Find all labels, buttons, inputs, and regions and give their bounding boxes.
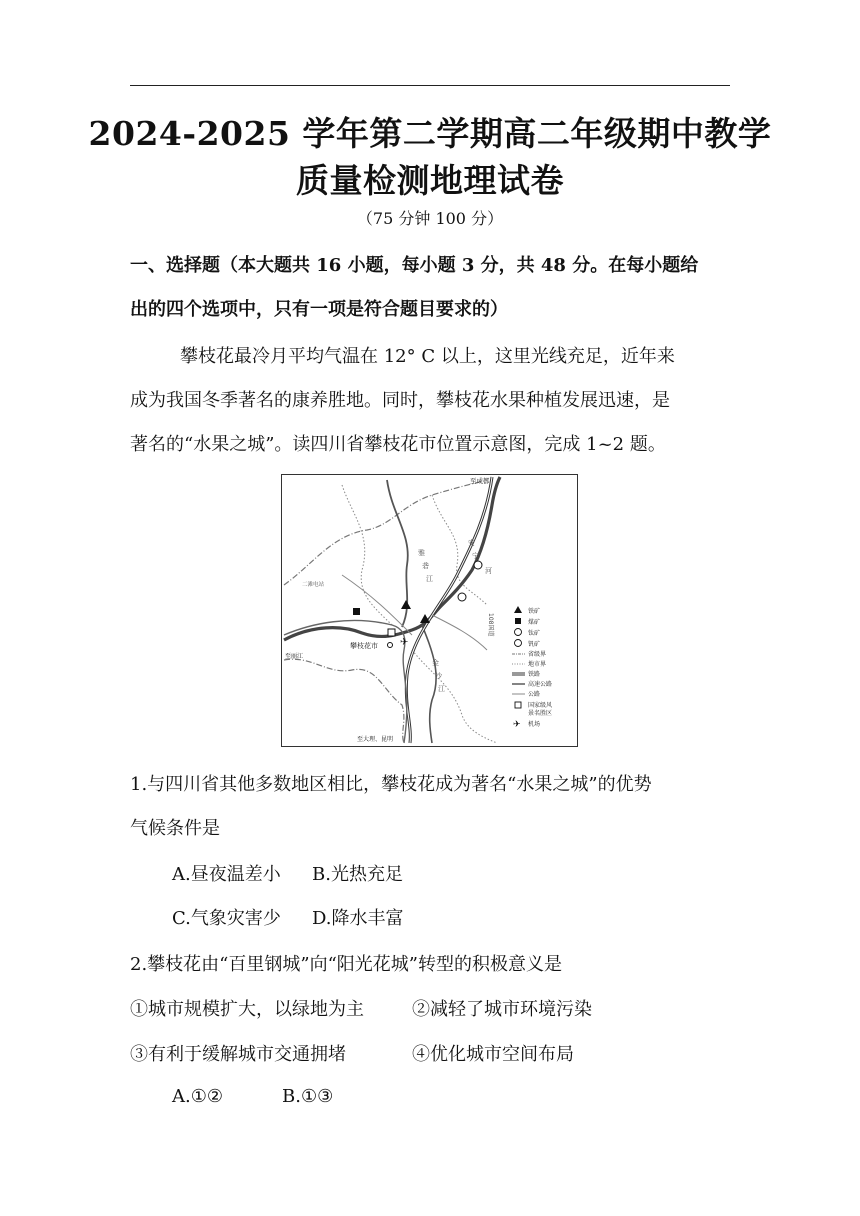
legend-iron-label: 铁矿	[528, 608, 541, 615]
legend-vanadium-label: 钒矿	[528, 641, 541, 648]
legend-iron-symbol	[514, 606, 522, 613]
legend-airport-label: 机场	[528, 721, 541, 728]
railway-inner	[406, 477, 492, 743]
legend-coal-label: 煤矿	[528, 619, 541, 626]
section-heading-line1: 一、选择题（本大题共 16 小题，每小题 3 分，共 48 分。在每小题给	[130, 255, 699, 276]
city-boundary	[342, 485, 392, 625]
province-boundary	[284, 480, 487, 585]
label-river-long: 砻	[422, 562, 429, 570]
label-river-an: 安	[468, 539, 475, 547]
map-legend	[512, 606, 552, 730]
passage-line1: 攀枝花最冷月平均气温在 12° C 以上，这里光线充足，近年来	[180, 346, 675, 367]
question-2-item-2: ②减轻了城市环境污染	[412, 999, 592, 1020]
city-symbol	[388, 643, 393, 648]
legend-railway-label: 铁路	[528, 671, 541, 678]
city-boundary-3	[412, 650, 497, 743]
iron-mine-symbol	[401, 600, 411, 609]
question-2-stem: 2.攀枝花由“百里钢城”向“阳光花城”转型的积极意义是	[130, 954, 562, 975]
vanadium-mine-symbol	[474, 561, 482, 569]
question-2-option-a[interactable]: A.①②	[172, 1086, 223, 1107]
legend-highway-label: 高速公路	[528, 681, 553, 688]
panzhihua-location-map	[281, 474, 578, 747]
highway	[284, 620, 407, 743]
coal-mine-symbol	[353, 608, 360, 615]
exam-duration-score: （75 分钟 100 分）	[356, 209, 504, 228]
province-boundary-south	[284, 659, 404, 743]
question-1-option-d[interactable]: D.降水丰富	[312, 908, 404, 929]
legend-coal-symbol	[515, 618, 521, 624]
river-south	[422, 625, 436, 743]
scenic-area-symbol	[388, 629, 395, 636]
question-1-option-c[interactable]: C.气象灾害少	[172, 908, 281, 929]
legend-road-label: 公路	[528, 691, 541, 698]
label-jinsha-1: 金	[432, 659, 439, 667]
label-ertan: 二滩电站	[302, 582, 325, 588]
question-2-option-b[interactable]: B.①③	[282, 1086, 334, 1107]
label-river-ya: 雅	[418, 549, 425, 557]
label-to-chengdu: 至成都	[470, 477, 490, 485]
titanium-mine-symbol	[458, 593, 466, 601]
question-1-option-a[interactable]: A.昼夜温差小	[172, 864, 281, 885]
question-2-item-3: ③有利于缓解城市交通拥堵	[130, 1044, 346, 1065]
exam-title-line1: 2024-2025 学年第二学期高二年级期中教学	[88, 114, 772, 153]
legend-scenic-label: 国家级风	[528, 702, 553, 709]
label-river-he: 河	[485, 567, 492, 575]
question-1-stem-line1: 1.与四川省其他多数地区相比，攀枝花成为著名“水果之城”的优势	[130, 774, 652, 795]
passage-line3: 著名的“水果之城”。读四川省攀枝花市位置示意图，完成 1~2 题。	[130, 434, 666, 455]
label-to-dali-kunming: 至大理、昆明	[357, 736, 394, 743]
passage-line2: 成为我国冬季著名的康养胜地。同时，攀枝花水果种植发展迅速，是	[130, 390, 670, 411]
legend-titanium-label: 钛矿	[528, 630, 541, 637]
legend-scenic-label-2: 景名胜区	[528, 710, 553, 717]
legend-city-label: 地市界	[528, 661, 547, 668]
legend-vanadium-symbol	[515, 640, 522, 647]
legend-titanium-symbol	[515, 629, 522, 636]
question-1-option-b[interactable]: B.光热充足	[312, 864, 403, 885]
question-2-item-4: ④优化城市空间布局	[412, 1044, 574, 1065]
airport-symbol: ✈	[400, 637, 409, 648]
label-river-ning: 宁	[472, 552, 479, 560]
label-jinsha-2: 沙	[435, 672, 442, 680]
railway	[406, 477, 492, 743]
label-panzhihua: 攀枝花市	[350, 642, 378, 650]
label-to-lijiang: 至丽江	[285, 653, 304, 660]
legend-airport-symbol: ✈	[513, 720, 521, 730]
road-2	[432, 615, 487, 650]
top-rule	[130, 85, 730, 86]
label-river-jiang: 江	[426, 575, 433, 583]
section-heading-line2: 出的四个选项中，只有一项是符合题目要求的）	[130, 299, 508, 320]
exam-title-line2: 质量检测地理试卷	[296, 161, 564, 200]
question-1-stem-line2: 气候条件是	[130, 818, 220, 839]
legend-scenic-symbol	[515, 702, 521, 708]
legend-province-label: 省级界	[528, 651, 547, 658]
label-road-108: 108国道	[487, 613, 494, 637]
label-jinsha-3: 江	[438, 685, 445, 693]
question-2-item-1: ①城市规模扩大，以绿地为主	[130, 999, 364, 1020]
